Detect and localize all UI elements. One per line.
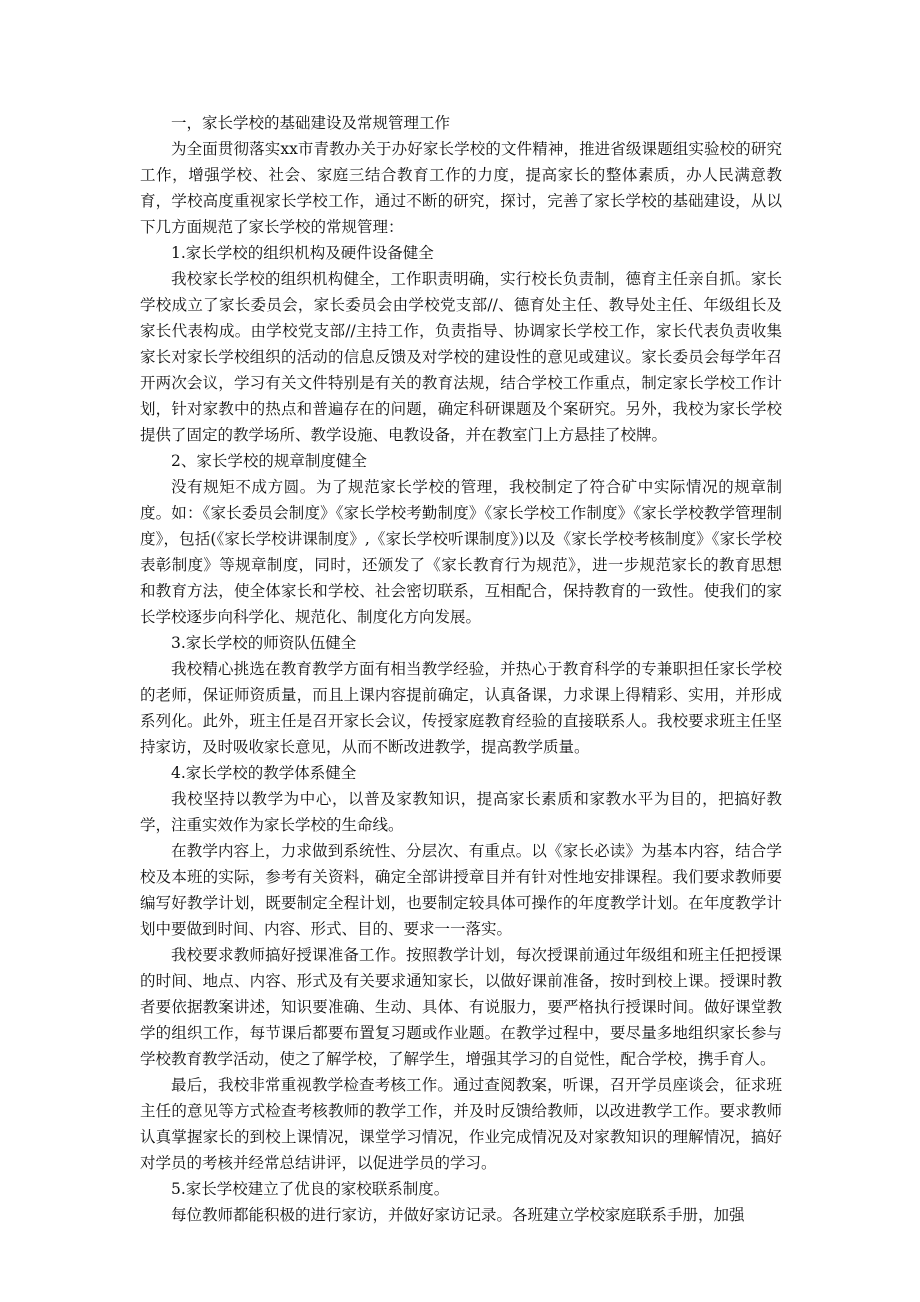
- paragraph-organization: 我校家长学校的组织机构健全，工作职责明确，实行校长负责制，德育主任亲自抓。家长学校成立了家长委员会，家长委员会由学校党支部//、德育处主任、教导处主任、年级组长及家长代表构成。由学校党支部//主持工作，负责指导、协调家长学校工作，家长代表负责收集家长对家长学校组织的活动的信息反馈及对学校的建设性的意见或建议。家长委员会每学年召开两次会议，学习有关文件特别是有关的教育法规，结合学校工作重点，制定家长学校工作计划，针对家教中的热点和普遍存在的问题，确定科研课题及个案研究。另外，我校为家长学校提供了固定的教学场所、教学设施、电教设备，并在教室门上方悬挂了校牌。: [140, 270, 782, 444]
- paragraph-intro: 为全面贯彻落实xx市青教办关于办好家长学校的文件精神，推进省级课题组实验校的研究工作，增强学校、社会、家庭三结合教育工作的力度，提高家长的整体素质，办人民满意教育，学校高度重视家长学校工作，通过不断的研究，探讨，完善了家长学校的基础建设，从以下几方面规范了家长学校的常规管理：: [140, 140, 782, 236]
- paragraph-inspection: 最后，我校非常重视教学检查考核工作。通过查阅教案，听课，召开学员座谈会，征求班主任的意见等方式检查考核教师的教学工作，并及时反馈给教师，以改进教学工作。要求教师认真掌握家长的到校上课情况，课堂学习情况，作业完成情况及对家教知识的理解情况，搞好对学员的考核并经常总结讲评，以促进学员的学习。: [140, 1076, 782, 1172]
- paragraph-rules: 没有规矩不成方圆。为了规范家长学校的管理，我校制定了符合矿中实际情况的规章制度。如：《家长委员会制度》《家长学校考勤制度》《家长学校工作制度》《家长学校教学管理制度》，包括(《家长学校讲课制度》,《家长学校听课制度》)以及《家长学校考核制度》《家长学校表彰制度》等规章制度，同时，还颁发了《家长教育行为规范》，进一步规范家长的教育思想和教育方法，使全体家长和学校、社会密切联系，互相配合，保持教育的一致性。使我们的家长学校逐步向科学化、规范化、制度化方向发展。: [140, 478, 782, 626]
- subheading-home-school: 5.家长学校建立了优良的家校联系制度。: [171, 1180, 450, 1198]
- subheading-organization: 1.家长学校的组织机构及硬件设备健全: [171, 244, 434, 262]
- section-heading: 一，家长学校的基础建设及常规管理工作: [171, 114, 451, 132]
- subheading-teaching-system: 4.家长学校的教学体系健全: [171, 764, 357, 782]
- subheading-rules: 2、家长学校的规章制度健全: [171, 452, 367, 470]
- paragraph-home-visits: 每位教师都能积极的进行家访，并做好家访记录。各班建立学校家庭联系手册，加强: [171, 1206, 745, 1224]
- document-body: [140, 110, 782, 1228]
- subheading-teachers: 3.家长学校的师资队伍健全: [171, 634, 357, 652]
- paragraph-lesson-preparation: 我校要求教师搞好授课准备工作。按照教学计划，每次授课前通过年级组和班主任把授课的时间、地点、内容、形式及有关要求通知家长，以做好课前准备，按时到校上课。授课时教者要依据教案讲述，知识要准确、生动、具体、有说服力，要严格执行授课时间。做好课堂教学的组织工作，每节课后都要布置复习题或作业题。在教学过程中，要尽量多地组织家长参与学校教育教学活动，使之了解学校，了解学生，增强其学习的自觉性，配合学校，携手育人。: [140, 946, 782, 1068]
- paragraph-teachers: 我校精心挑选在教育教学方面有相当教学经验，并热心于教育科学的专兼职担任家长学校的老师，保证师资质量，而且上课内容提前确定，认真备课，力求课上得精彩、实用，并形成系列化。此外，班主任是召开家长会议，传授家庭教育经验的直接联系人。我校要求班主任坚持家访，及时吸收家长意见，从而不断改进教学，提高教学质量。: [140, 660, 782, 756]
- paragraph-teaching-content: 在教学内容上，力求做到系统性、分层次、有重点。以《家长必读》为基本内容，结合学校及本班的实际，参考有关资料，确定全部讲授章目并有针对性地安排课程。我们要求教师要编写好教学计划，既要制定全程计划，也要制定较具体可操作的年度教学计划。在年度教学计划中要做到时间、内容、形式、目的、要求一一落实。: [140, 842, 782, 938]
- paragraph-teaching-center: 我校坚持以教学为中心，以普及家教知识，提高家长素质和家教水平为目的，把搞好教学，注重实效作为家长学校的生命线。: [140, 790, 782, 834]
